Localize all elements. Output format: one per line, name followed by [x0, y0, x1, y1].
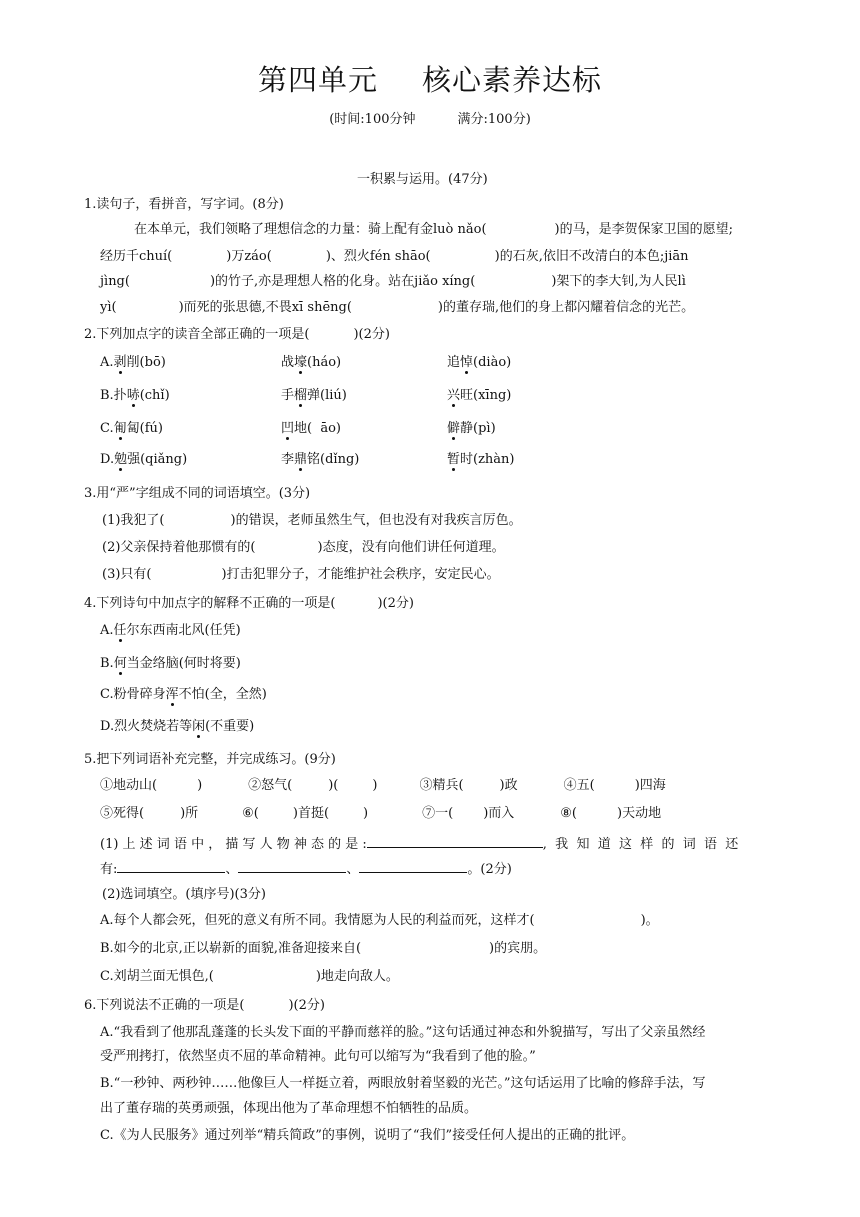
q2-option-b2: 手榴弹(liú) — [281, 388, 347, 403]
q5-part-2: (2)选词填空。(填序号)(3分) — [102, 887, 266, 902]
q5-fill-b: B.如今的北京,正以崭新的面貌,准备迎接来自( )的宾朋。 — [100, 941, 547, 956]
q5-fill-c: C.刘胡兰面无惧色,( )地走向敌人。 — [100, 969, 399, 984]
q5-fill-a: A.每个人都会死，但死的意义有所不同。我情愿为人民的利益而死，这样才( )。 — [100, 913, 659, 928]
question-1-line-4: yì( )而死的张思德,不畏xī shēng( )的董存瑞,他们的身上都闪耀着信念的光芒。 — [100, 300, 695, 315]
q2-option-b1: B.扑哧(chǐ) — [100, 388, 170, 403]
page-title — [0, 58, 860, 99]
q4-option-c: C.粉骨碎身浑不怕(全，全然) — [100, 687, 267, 702]
q2-option-a2: 战壕(háo) — [281, 355, 342, 370]
q5-part-1-line-2: 有: 、 、 。(2分) — [100, 858, 512, 879]
q5-words-row-2: ⑤死得( )所 ⑥( )首挺( ) ⑦一( )而入 ⑧( )天动地 — [100, 806, 662, 821]
q2-option-a3: 追悼(diào) — [447, 355, 512, 370]
q5-part-1-line-1: (1) 上 述 词 语 中 ， 描 写 人 物 神 态 的 是 : , 我 知 道 这 样 的 词 语 还 — [100, 833, 738, 854]
exam-info — [0, 108, 860, 127]
question-1-line-2: 经历千chuí( )万záo( )、烈火fén shāo( )的石灰,依旧不改清白的本色;jiān — [100, 249, 689, 264]
question-3-item-1: (1)我犯了( )的错误，老师虽然生气，但也没有对我疾言厉色。 — [102, 513, 522, 528]
question-3-item-2: (2)父亲保持着他那惯有的( )态度，没有向他们讲任何道理。 — [102, 540, 505, 555]
q6-option-c: C.《为人民服务》通过列举“精兵简政”的事例，说明了“我们”接受任何人提出的正确的批评。 — [100, 1128, 635, 1143]
q6-option-b-line-2: 出了董存瑞的英勇顽强，体现出他为了革命理想不怕牺牲的品质。 — [100, 1101, 478, 1116]
question-3-stem: 3.用“严”字组成不同的词语填空。(3分) — [84, 486, 311, 501]
q2-option-a1: A.剥削(bō) — [100, 355, 166, 370]
q4-option-a: A.任尔东西南北风(任凭) — [100, 623, 241, 638]
question-6-stem: 6.下列说法不正确的一项是( )(2分) — [84, 998, 325, 1013]
section-heading: 一积累与运用。(47分) — [357, 172, 488, 187]
q2-option-c2: 凹地( āo) — [281, 421, 342, 436]
q6-option-a-line-1: A.“我看到了他那乱蓬蓬的长头发下面的平静而慈祥的脸。”这句话通过神态和外貌描写，写出了父亲虽然经 — [100, 1025, 706, 1040]
q2-option-b3: 兴旺(xīng) — [447, 388, 512, 403]
q2-option-c3: 僻静(pì) — [447, 421, 496, 436]
title-unit: 第四单元 — [257, 63, 378, 97]
q2-option-c1: C.匍匐(fú) — [100, 421, 163, 436]
exam-score: 满分:100分) — [457, 112, 531, 127]
question-2-stem: 2.下列加点字的读音全部正确的一项是( )(2分) — [84, 327, 390, 342]
title-subject: 核心素养达标 — [422, 63, 603, 97]
question-1-line-3: jìng( )的竹子,亦是理想人格的化身。站在jiǎo xíng( )架下的李大钊,为人民lì — [100, 274, 686, 289]
question-1-stem: 1.读句子，看拼音，写字词。(8分) — [84, 197, 284, 212]
question-1-line-1: 在本单元，我们领略了理想信念的力量：骑上配有金luò nǎo( )的马，是李贺保家卫国的愿望; — [134, 222, 733, 237]
exam-time: (时间:100分钟 — [329, 112, 416, 127]
q5-words-row-1: ①地动山( ) ②怒气( )( ) ③精兵( )政 ④五( )四海 — [100, 778, 666, 793]
q2-option-d3: 暂时(zhàn) — [447, 452, 515, 467]
q4-option-d: D.烈火焚烧若等闲(不重要) — [100, 719, 255, 734]
question-3-item-3: (3)只有( )打击犯罪分子，才能维护社会秩序，安定民心。 — [102, 567, 500, 582]
question-5-stem: 5.把下列词语补充完整，并完成练习。(9分) — [84, 752, 336, 767]
question-4-stem: 4.下列诗句中加点字的解释不正确的一项是( )(2分) — [84, 596, 414, 611]
q2-option-d2: 李鼎铭(dǐng) — [281, 452, 360, 467]
q4-option-b: B.何当金络脑(何时将要) — [100, 656, 241, 671]
q6-option-a-line-2: 受严刑拷打，依然坚贞不屈的革命精神。此句可以缩写为“我看到了他的脸。” — [100, 1049, 536, 1064]
q6-option-b-line-1: B.“一秒钟、两秒钟……他像巨人一样挺立着，两眼放射着坚毅的光芒。”这句话运用了比喻的修辞手法，写 — [100, 1076, 706, 1091]
q2-option-d1: D.勉强(qiǎng) — [100, 452, 188, 467]
